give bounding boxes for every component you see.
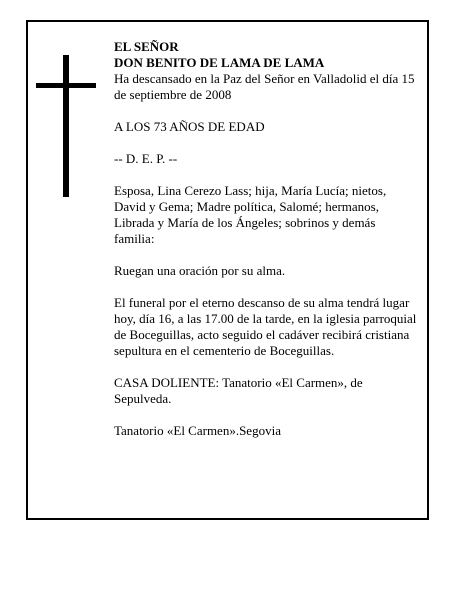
funeral-text: El funeral por el eterno descanso de su alma tendrá lugar hoy, día 16, a las 17.00 de la tarde, en la iglesia parroquial de Boceguillas, acto seguido el cadáver recibirá cristiana sepultura en el cementerio de Boceguillas. [114,295,417,358]
rip-text: -- D. E. P. -- [114,151,178,166]
announcement-text: Ha descansado en la Paz del Señor en Valladolid el día 15 de septiembre de 2008 [114,71,415,102]
obituary-heading [114,39,419,71]
obituary-text [114,39,419,439]
age-text: A LOS 73 AÑOS DE EDAD [114,119,265,134]
footer-text: Tanatorio «El Carmen».Segovia [114,423,281,438]
mourning-house-paragraph [114,375,419,407]
cross-icon-vertical-bar [63,55,69,197]
mourning-house-text: CASA DOLIENTE: Tanatorio «El Carmen», de Sepulveda. [114,375,363,406]
heading-title: EL SEÑOR [114,39,179,54]
deceased-name: DON BENITO DE LAMA DE LAMA [114,55,325,70]
age-paragraph [114,119,419,135]
prayer-text: Ruegan una oración por su alma. [114,263,286,278]
footer-paragraph [114,423,419,439]
prayer-paragraph [114,263,419,279]
family-text: Esposa, Lina Cerezo Lass; hija, María Lucía; nietos, David y Gema; Madre política, Salomé; hermanos, Librada y María de los Ángeles; sobrinos y demás familia: [114,183,387,246]
cross-icon-horizontal-bar [36,83,96,88]
announcement-paragraph [114,71,419,103]
rip-paragraph [114,151,419,167]
family-paragraph [114,183,419,247]
funeral-paragraph [114,295,419,359]
